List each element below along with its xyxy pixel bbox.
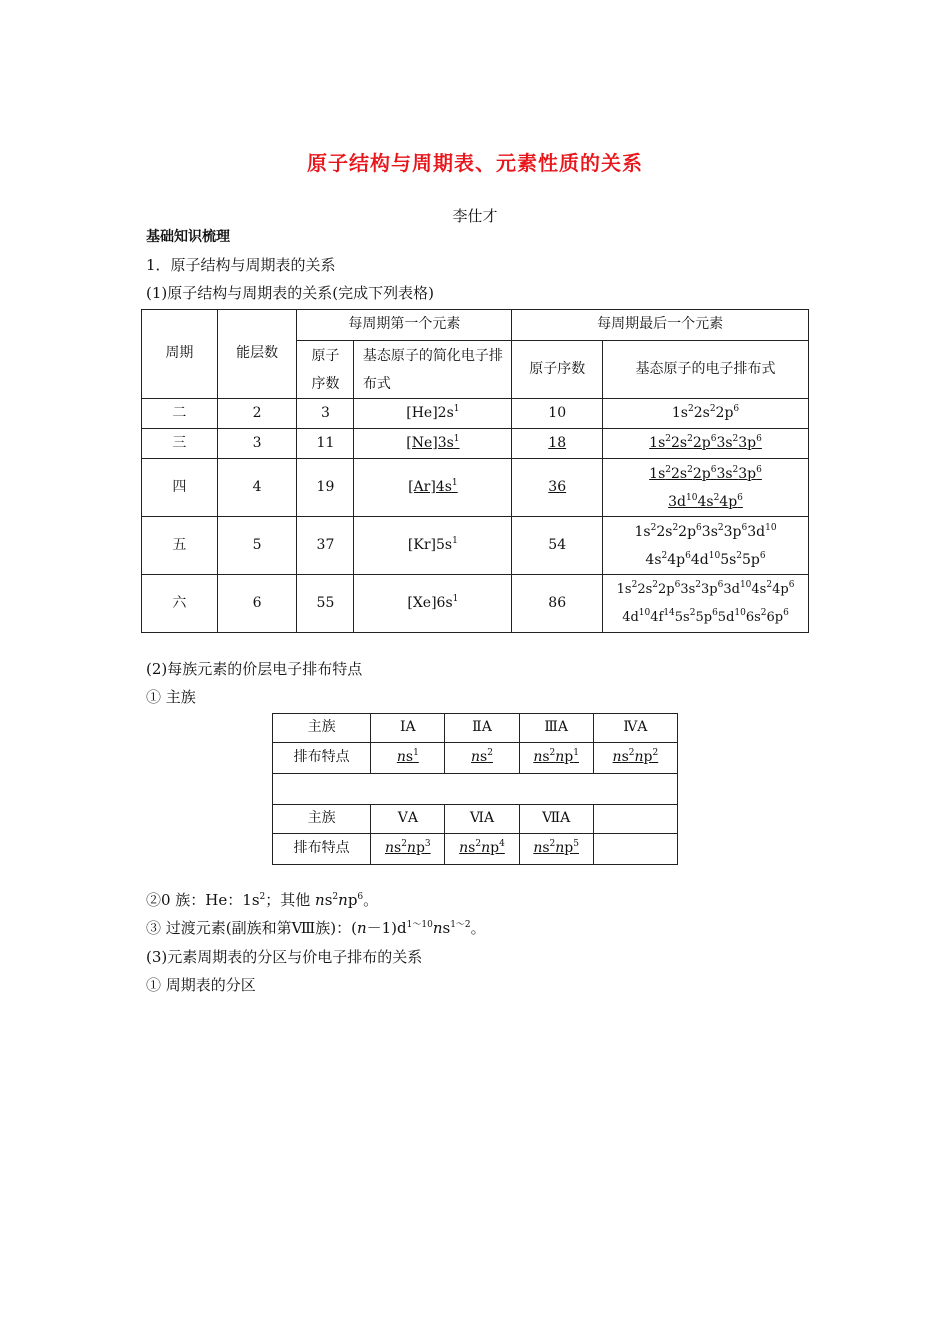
header-first-z: 原子序数 bbox=[297, 341, 354, 399]
group-table bbox=[272, 713, 678, 865]
note-zero-group: ②0 族：He：$1s^2$；其他 $ns^2np^6$。 bbox=[146, 891, 379, 909]
row-6-layers: 6 bbox=[217, 575, 297, 633]
empty-cell bbox=[593, 834, 677, 865]
row-4-first-cfg: $[Ar]4s^1$ bbox=[354, 459, 512, 517]
row-3-last-cfg: $1s^22s^22p^63s^23p^6$ bbox=[603, 429, 809, 459]
row-4-last-z: 36 bbox=[512, 459, 603, 517]
author: 李仕才 bbox=[452, 207, 498, 225]
row-3-first-z: 11 bbox=[297, 429, 354, 459]
pattern-label-b: 排布特点 bbox=[273, 834, 371, 865]
header-last-cfg: 基态原子的电子排布式 bbox=[603, 341, 809, 399]
main-group-label: ① 主族 bbox=[146, 688, 196, 706]
pattern-viia: $ns^2np^5$ bbox=[519, 834, 593, 865]
row-3-layers: 3 bbox=[217, 429, 297, 459]
empty-cell bbox=[593, 805, 677, 834]
pattern-iia: $ns^2$ bbox=[445, 743, 519, 774]
group-label-b: 主族 bbox=[273, 805, 371, 834]
item-1-3: (3)元素周期表的分区与价电子排布的关系 bbox=[146, 948, 423, 966]
row-4-first-z: 19 bbox=[297, 459, 354, 517]
group-iiia: ⅢA bbox=[519, 714, 593, 743]
row-3-last-z: 18 bbox=[512, 429, 603, 459]
item-1: 1．原子结构与周期表的关系 bbox=[146, 256, 336, 274]
header-first-element: 每周期第一个元素 bbox=[297, 310, 512, 341]
row-5-last-cfg: $1s^22s^22p^63s^23p^63d^{10}$ $4s^24p^64d^{10}5s^25p^6$ bbox=[603, 517, 809, 575]
note-transition: ③ 过渡元素(副族和第Ⅷ族)：$(n-1)d^{1\sim 10}ns^{1\sim 2}$。 bbox=[146, 919, 486, 937]
row-4-period: 四 bbox=[142, 459, 218, 517]
row-2-period: 二 bbox=[142, 399, 218, 429]
row-5-layers: 5 bbox=[217, 517, 297, 575]
group-iva: ⅣA bbox=[593, 714, 677, 743]
row-5-last-z: 54 bbox=[512, 517, 603, 575]
header-first-cfg: 基态原子的简化电子排布式 bbox=[354, 341, 512, 399]
row-2-first-cfg: $[He]2s^1$ bbox=[354, 399, 512, 429]
pattern-iiia: $ns^2np^1$ bbox=[519, 743, 593, 774]
row-2-first-z: 3 bbox=[297, 399, 354, 429]
row-6-last-z: 86 bbox=[512, 575, 603, 633]
group-iia: ⅡA bbox=[445, 714, 519, 743]
row-2-layers: 2 bbox=[217, 399, 297, 429]
header-period: 周期 bbox=[142, 310, 218, 399]
row-2-last-z: 10 bbox=[512, 399, 603, 429]
group-ia: ⅠA bbox=[371, 714, 445, 743]
zones-label: ① 周期表的分区 bbox=[146, 976, 256, 994]
pattern-iva: $ns^2np^2$ bbox=[593, 743, 677, 774]
header-last-z: 原子序数 bbox=[512, 341, 603, 399]
row-6-first-cfg: $[Xe]6s^1$ bbox=[354, 575, 512, 633]
page-title: 原子结构与周期表、元素性质的关系 bbox=[307, 151, 643, 175]
row-5-first-z: 37 bbox=[297, 517, 354, 575]
row-2-last-cfg: $1s^22s^22p^6$ bbox=[603, 399, 809, 429]
group-via: ⅥA bbox=[445, 805, 519, 834]
group-va: ⅤA bbox=[371, 805, 445, 834]
section-heading: 基础知识梳理 bbox=[146, 229, 230, 245]
row-6-last-cfg: $1s^22s^22p^63s^23p^63d^{10}4s^24p^6$ $4d^{10}4f^{14}5s^25p^65d^{10}6s^26p^6$ bbox=[603, 575, 809, 633]
header-last-element: 每周期最后一个元素 bbox=[512, 310, 809, 341]
row-3-period: 三 bbox=[142, 429, 218, 459]
item-1-1: (1)原子结构与周期表的关系(完成下列表格) bbox=[146, 284, 434, 302]
row-3-first-cfg: $[Ne]3s^1$ bbox=[354, 429, 512, 459]
row-5-first-cfg: $[Kr]5s^1$ bbox=[354, 517, 512, 575]
pattern-via: $ns^2np^4$ bbox=[445, 834, 519, 865]
row-5-period: 五 bbox=[142, 517, 218, 575]
row-4-layers: 4 bbox=[217, 459, 297, 517]
row-6-first-z: 55 bbox=[297, 575, 354, 633]
row-4-last-cfg: $1s^22s^22p^63s^23p^6$ $3d^{10}4s^24p^6$ bbox=[603, 459, 809, 517]
group-label-a: 主族 bbox=[273, 714, 371, 743]
spacer-row bbox=[273, 774, 678, 805]
pattern-va: $ns^2np^3$ bbox=[371, 834, 445, 865]
pattern-label-a: 排布特点 bbox=[273, 743, 371, 774]
group-viia: ⅦA bbox=[519, 805, 593, 834]
pattern-ia: $ns^1$ bbox=[371, 743, 445, 774]
header-layers: 能层数 bbox=[217, 310, 297, 399]
item-1-2: (2)每族元素的价层电子排布特点 bbox=[146, 660, 363, 678]
period-table bbox=[141, 309, 809, 633]
row-6-period: 六 bbox=[142, 575, 218, 633]
